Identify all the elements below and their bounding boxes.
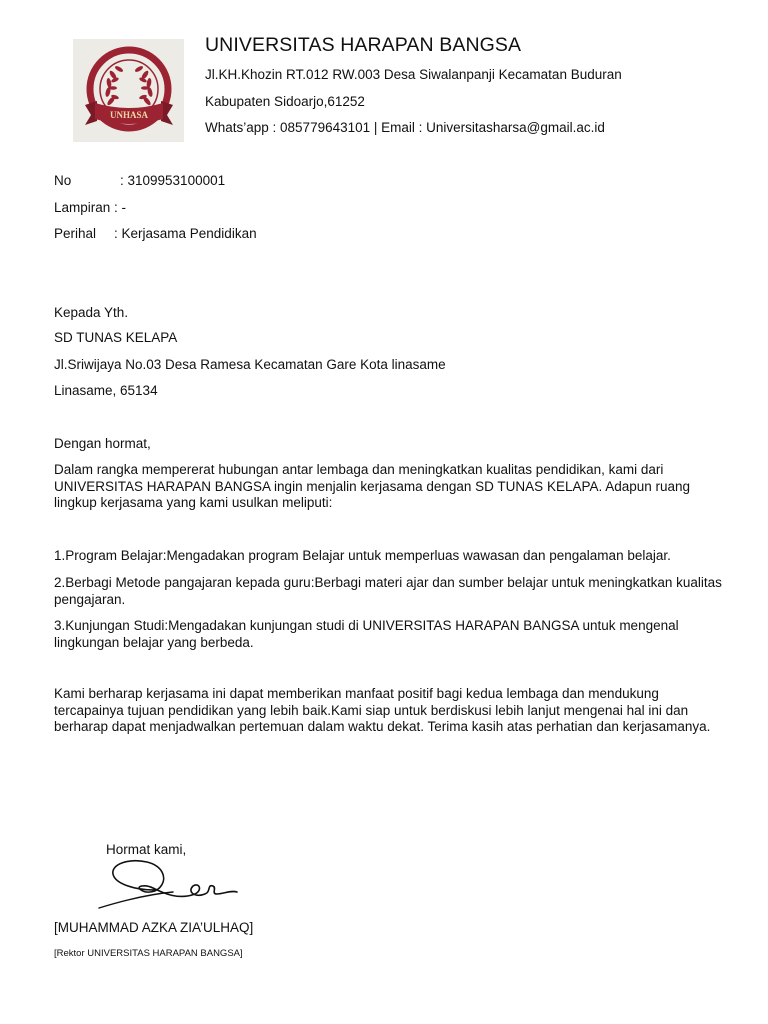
subject-value: : Kerjasama Pendidikan: [114, 226, 257, 241]
signatory-name: [MUHAMMAD AZKA ZIA’ULHAQ]: [54, 920, 254, 935]
list-item: 1.Program Belajar:Mengadakan program Belajar untuk memperluas wawasan dan pengalaman belajar.: [54, 548, 671, 563]
svg-text:UNHASA: UNHASA: [109, 110, 149, 120]
address-line-2: Kabupaten Sidoarjo,61252: [205, 94, 365, 109]
recipient-salutation: Kepada Yth.: [54, 305, 129, 320]
recipient-name: SD TUNAS KELAPA: [54, 330, 178, 345]
attachment-line: Lampiran : -: [54, 200, 127, 215]
contact-line: Whats’app : 085779643101 | Email : Universitasharsa@gmail.ac.id: [205, 120, 605, 135]
list-item: 2.Berbagi Metode pangajaran kepada guru:Berbagi materi ajar dan sumber belajar untuk meningkatkan kualitas pengajaran.: [54, 575, 722, 607]
university-logo: [73, 39, 184, 142]
letter-number-value: : 3109953100001: [120, 173, 226, 188]
intro-paragraph: Dalam rangka mempererat hubungan antar lembaga dan meningkatkan kualitas pendidikan, kami dari UNIVERSITAS HARAPAN BANGSA ingin menjalin kerjasama dengan SD TUNAS KELAPA. Adapun ruang lingkup kerjasama yang kami usulkan meliputi:: [54, 462, 691, 510]
letter-number: [54, 173, 225, 188]
list-item: 3.Kunjungan Studi:Mengadakan kunjungan studi di UNIVERSITAS HARAPAN BANGSA untuk mengenal lingkungan belajar yang berbeda.: [54, 618, 679, 650]
address-line-1: Jl.KH.Khozin RT.012 RW.003 Desa Siwalanpanji Kecamatan Buduran: [205, 67, 622, 82]
subject-label: Perihal: [54, 226, 97, 241]
signature-closing: Hormat kami,: [106, 842, 187, 857]
signatory-title: [Rektor UNIVERSITAS HARAPAN BANGSA]: [54, 948, 243, 959]
recipient-address: Jl.Sriwijaya No.03 Desa Ramesa Kecamatan Gare Kota linasame: [54, 357, 446, 372]
recipient-city: Linasame, 65134: [54, 383, 158, 398]
subject-line: [54, 226, 257, 241]
university-name: UNIVERSITAS HARAPAN BANGSA: [205, 34, 522, 56]
university-seal-icon: [73, 39, 184, 142]
greeting: Dengan hormat,: [54, 436, 151, 451]
handwritten-signature: [95, 854, 245, 919]
letter-number-label: No: [54, 173, 72, 188]
closing-paragraph: Kami berharap kerjasama ini dapat memberikan manfaat positif bagi kedua lembaga dan mendukung tercapainya tujuan pendidikan yang lebih baik.Kami siap untuk berdiskusi lebih lanjut mengenai hal ini dan berharap dapat menjadwalkan pertemuan dalam waktu dekat. Terima kasih atas perhatian dan kerjasamanya.: [54, 686, 711, 734]
